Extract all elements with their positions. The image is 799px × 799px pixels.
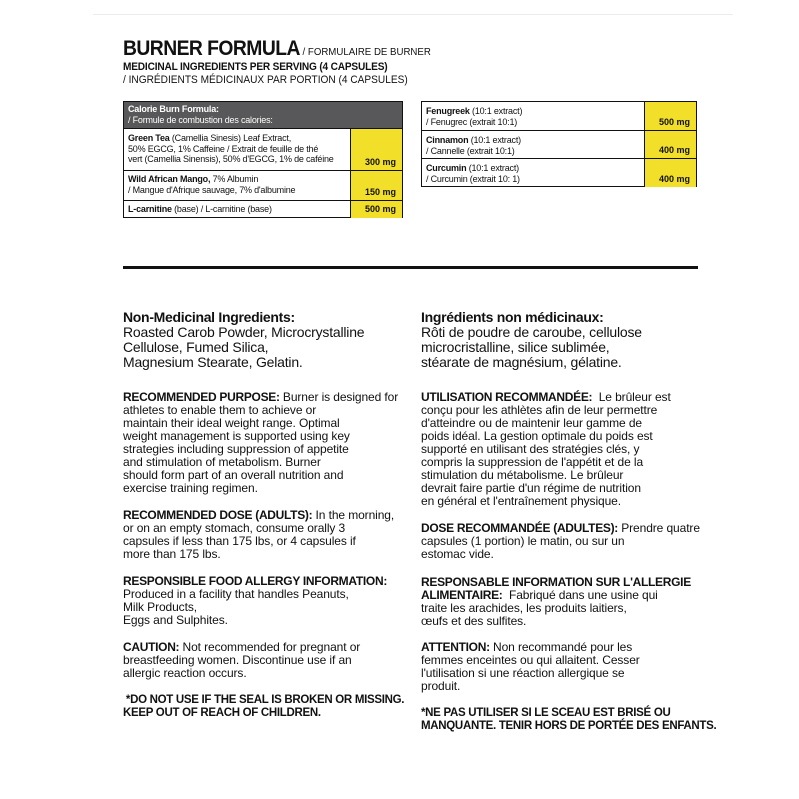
ingredient-bold: Cinnamon: [426, 135, 469, 145]
ingredient-line: / Fenugrec (extrait 10:1): [426, 116, 518, 127]
text-line: poids idéal. La gestion optimale du poids est: [421, 429, 653, 443]
text-line: Rôti de poudre de caroube, cellulose: [421, 324, 642, 340]
caution-en: [123, 641, 408, 680]
purpose-fr: [421, 391, 706, 508]
warning-line: KEEP OUT OF REACH OF CHILDREN.: [123, 707, 321, 719]
text-line: Burner is designed for: [279, 390, 399, 404]
dose-en: [123, 509, 408, 561]
ingredient-line: (base) / L-carnitine (base): [171, 204, 272, 214]
table-row: [124, 128, 402, 170]
warning-en: [123, 694, 408, 720]
text-line: Le brûleur est: [592, 390, 671, 404]
page-title: [123, 37, 431, 61]
ingredient-line: vert (Camellia Sinensis), 50% d'EGCG, 1% de caféine: [128, 154, 334, 164]
ingredient-line: (10:1 extract): [468, 135, 521, 145]
text-line: Produced in a facility that handles Peanuts,: [123, 587, 349, 601]
text-line: compris la suppression de l'appétit et de la: [421, 455, 644, 469]
title-fr: / FORMULAIRE DE BURNER: [299, 46, 431, 58]
dose-heading: RECOMMENDED DOSE (ADULTS):: [123, 508, 313, 522]
text-line: maintain their ideal weight range. Optimal: [123, 416, 340, 430]
text-line: l'utilisation si une réaction allergique se: [421, 666, 625, 680]
dose-heading: DOSE RECOMMANDÉE (ADULTES):: [421, 521, 619, 535]
text-line: exercise training regimen.: [123, 481, 258, 495]
ingredient-name: [128, 133, 348, 165]
text-line: weight management is supported using key: [123, 429, 350, 443]
ingredient-name: [426, 106, 642, 127]
dose-value: 500 mg: [658, 117, 690, 127]
text-line: Eggs and Sulphites.: [123, 613, 228, 627]
dose-fr: [421, 522, 706, 561]
text-line: stimulation du métabolisme. Le brûleur: [421, 468, 624, 482]
table-row: [124, 170, 402, 200]
dose-cell: [644, 131, 696, 158]
text-line: produit.: [421, 679, 461, 693]
text-line: Fabriqué dans une usine qui: [502, 588, 658, 602]
ingredient-name: [128, 174, 348, 195]
nonmedicinal-heading: Non-Medicinal Ingredients:: [123, 309, 295, 325]
ingredient-line: / Mangue d'Afrique sauvage, 7% d'albumine: [128, 184, 296, 195]
dose-value: 500 mg: [364, 204, 396, 214]
ingredients-table-left: [123, 101, 403, 218]
dose-value: 400 mg: [658, 145, 690, 155]
text-line: traite les arachides, les produits laitiers,: [421, 601, 627, 615]
allergy-heading: ALIMENTAIRE:: [421, 588, 503, 602]
table-row: [124, 200, 402, 218]
ingredient-name: [426, 135, 642, 156]
text-line: Roasted Carob Powder, Microcrystalline: [123, 324, 365, 340]
table-row: [422, 102, 696, 130]
text-line: capsules (1 portion) le matin, ou sur un: [421, 534, 625, 548]
dose-cell: [350, 201, 402, 218]
table-row: [422, 130, 696, 158]
text-line: more than 175 lbs.: [123, 547, 221, 561]
ingredients-table-right: [421, 101, 697, 187]
ingredient-bold: L-carnitine: [128, 204, 172, 214]
text-line: Magnesium Stearate, Gelatin.: [123, 354, 303, 370]
nonmedicinal-en: [123, 310, 408, 370]
text-line: devrait faire partie d'un régime de nutrition: [421, 481, 641, 495]
text-line: conçu pour les athlètes afin de leur permettre: [421, 403, 658, 417]
text-line: strategies including suppression of appetite: [123, 442, 349, 456]
top-rule: [93, 14, 733, 15]
subtitle-en: MEDICINAL INGREDIENTS PER SERVING (4 CAPSULES): [123, 61, 388, 73]
dose-cell: [350, 129, 402, 170]
dose-cell: [350, 171, 402, 200]
caution-heading: CAUTION:: [123, 640, 180, 654]
nonmedicinal-fr: [421, 310, 706, 370]
purpose-heading: UTILISATION RECOMMANDÉE:: [421, 390, 593, 404]
section-divider: [123, 266, 698, 269]
ingredient-bold: Fenugreek: [426, 106, 470, 116]
title-en: BURNER FORMULA: [123, 37, 300, 60]
text-line: œufs et des sulfites.: [421, 614, 527, 628]
ingredient-bold: Wild African Mango,: [128, 174, 211, 184]
allergy-fr: [421, 576, 706, 628]
text-line: or on an empty stomach, consume orally 3: [123, 521, 346, 535]
dose-cell: [644, 102, 696, 130]
ingredient-line: (10:1 extract): [469, 106, 523, 116]
text-line: estomac vide.: [421, 547, 494, 561]
subtitle-fr: / INGRÉDIENTS MÉDICINAUX PAR PORTION (4 CAPSULES): [123, 74, 408, 86]
text-line: stéarate de magnésium, gélatine.: [421, 354, 622, 370]
header-line-1: Calorie Burn Formula:: [128, 104, 219, 114]
text-line: d'atteindre ou de maintenir leur gamme de: [421, 416, 642, 430]
warning-line: *NE PAS UTILISER SI LE SCEAU EST BRISÉ OU: [421, 707, 671, 719]
dose-cell: [644, 159, 696, 187]
ingredient-line: / Curcumin (extrait 10: 1): [426, 173, 520, 184]
text-line: en général et l'entraînement physique.: [421, 494, 621, 508]
table-row: [422, 158, 696, 187]
dose-value: 300 mg: [364, 157, 396, 167]
warning-line: MANQUANTE. TENIR HORS DE PORTÉE DES ENFANTS.: [421, 720, 717, 732]
warning-fr: [421, 707, 717, 733]
text-line: femmes enceintes ou qui allaitent. Cesser: [421, 653, 640, 667]
text-line: capsules if less than 175 lbs, or 4 capsules if: [123, 534, 356, 548]
table-header-row: [124, 102, 402, 128]
text-line: allergic reaction occurs.: [123, 666, 247, 680]
ingredient-line: 50% EGCG, 1% Caffeine / Extrait de feuille de thé: [128, 143, 319, 154]
text-line: In the morning,: [312, 508, 395, 522]
purpose-en: [123, 391, 408, 495]
text-line: and stimulation of metabolism. Burner: [123, 455, 321, 469]
ingredient-line: (Camellia Sinesis) Leaf Extract,: [169, 133, 292, 143]
caution-heading: ATTENTION:: [421, 640, 490, 654]
text-line: athletes to enable them to achieve or: [123, 403, 317, 417]
ingredient-bold: Green Tea: [128, 133, 170, 143]
text-line: Not recommended for pregnant or: [179, 640, 361, 654]
text-line: Non recommandé pour les: [489, 640, 633, 654]
text-line: Prendre quatre: [618, 521, 700, 535]
text-line: microcristalline, silice sublimée,: [421, 339, 610, 355]
ingredient-line: (10:1 extract): [466, 163, 519, 173]
dose-value: 400 mg: [658, 174, 690, 184]
ingredient-name: [128, 204, 348, 215]
allergy-en: [123, 575, 408, 627]
allergy-heading: RESPONSABLE INFORMATION SUR L'ALLERGIE: [421, 575, 691, 589]
text-line: should form part of an overall nutrition and: [123, 468, 344, 482]
warning-line: *DO NOT USE IF THE SEAL IS BROKEN OR MISSING.: [123, 694, 405, 706]
text-line: Cellulose, Fumed Silica,: [123, 339, 269, 355]
ingredient-line: / Cannelle (extrait 10:1): [426, 145, 515, 156]
allergy-heading: RESPONSIBLE FOOD ALLERGY INFORMATION:: [123, 574, 388, 588]
ingredient-bold: Curcumin: [426, 163, 467, 173]
ingredient-name: [426, 163, 642, 184]
dose-value: 150 mg: [364, 187, 396, 197]
text-line: Milk Products,: [123, 600, 197, 614]
text-line: supporté en utilisant des stratégies clés, y: [421, 442, 640, 456]
text-line: breastfeeding women. Discontinue use if an: [123, 653, 352, 667]
caution-fr: [421, 641, 706, 693]
ingredient-line: 7% Albumin: [210, 174, 259, 184]
purpose-heading: RECOMMENDED PURPOSE:: [123, 390, 280, 404]
table-header-text: [128, 104, 348, 125]
nonmedicinal-heading: Ingrédients non médicinaux:: [421, 309, 604, 325]
header-line-2: / Formule de combustion des calories:: [128, 114, 273, 125]
